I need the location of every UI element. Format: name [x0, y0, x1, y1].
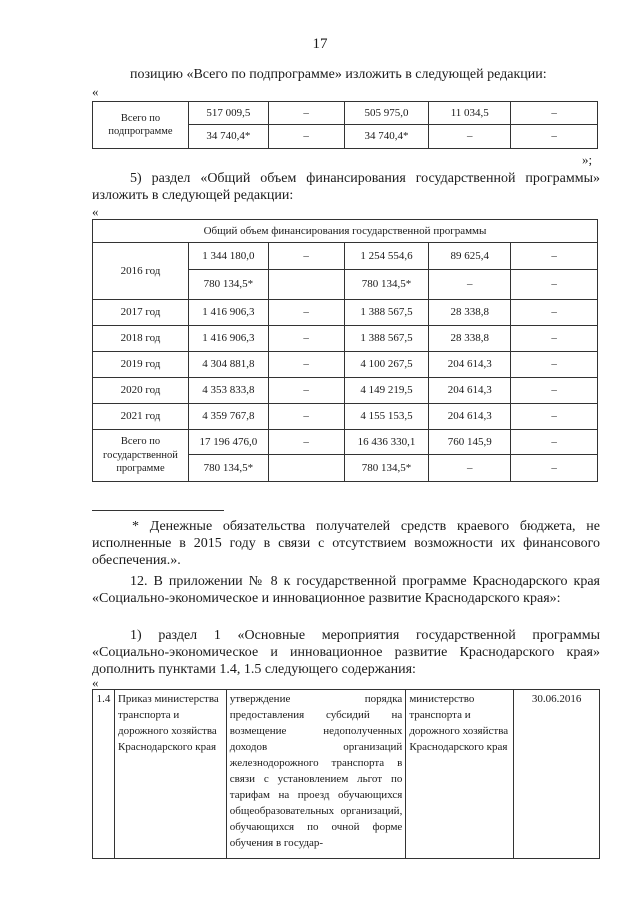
- cell: 1 388 567,5: [344, 300, 429, 326]
- row-label: Всего по государственной программе: [93, 430, 189, 482]
- cell: [268, 455, 344, 482]
- cell: 1 416 906,3: [188, 326, 268, 352]
- cell: 34 740,4*: [188, 125, 268, 149]
- cell: 780 134,5*: [344, 270, 429, 300]
- cell: 780 134,5*: [188, 455, 268, 482]
- cell: 204 614,3: [429, 352, 511, 378]
- cell: 17 196 476,0: [188, 430, 268, 455]
- row-label: 2018 год: [93, 326, 189, 352]
- cell: –: [429, 270, 511, 300]
- row-label: 2020 год: [93, 378, 189, 404]
- cell: –: [268, 352, 344, 378]
- cell: –: [429, 455, 511, 482]
- open-quote: «: [92, 204, 99, 219]
- cell: 4 100 267,5: [344, 352, 429, 378]
- footnote: * Денежные обязательства получателей средств краевого бюджета, не исполненные в 2015 году в связи с отсутствием возможности их финансового обеспечения.».: [92, 519, 600, 568]
- row-label: 2017 год: [93, 300, 189, 326]
- cell: –: [511, 430, 598, 455]
- open-quote: «: [92, 84, 99, 99]
- cell: –: [511, 404, 598, 430]
- cell: 780 134,5*: [188, 270, 268, 300]
- cell: 16 436 330,1: [344, 430, 429, 455]
- cell: –: [511, 102, 598, 125]
- cell: 505 975,0: [344, 102, 429, 125]
- cell: –: [511, 378, 598, 404]
- item-number: 1.4: [93, 690, 115, 859]
- footnote-rule: [92, 510, 224, 511]
- table-header: Общий объем финансирования государственной программы: [93, 220, 598, 243]
- cell: 517 009,5: [188, 102, 268, 125]
- cell: 28 338,8: [429, 326, 511, 352]
- cell: –: [268, 300, 344, 326]
- document-name: Приказ министерства транспорта и дорожного хозяйства Краснодарского края: [114, 690, 226, 859]
- cell: –: [268, 326, 344, 352]
- cell: 204 614,3: [429, 404, 511, 430]
- row-label: Всего по подпрограмме: [93, 102, 189, 149]
- measures-table: [92, 689, 600, 859]
- cell: –: [511, 326, 598, 352]
- cell: 204 614,3: [429, 378, 511, 404]
- subprogram-total-table: [92, 101, 598, 149]
- cell: –: [511, 300, 598, 326]
- cell: 1 416 906,3: [188, 300, 268, 326]
- cell: –: [268, 378, 344, 404]
- cell: 1 388 567,5: [344, 326, 429, 352]
- open-quote: «: [92, 675, 99, 690]
- cell: 1 344 180,0: [188, 243, 268, 270]
- cell: 4 155 153,5: [344, 404, 429, 430]
- cell: –: [268, 430, 344, 455]
- cell: –: [268, 125, 344, 149]
- cell: 11 034,5: [429, 102, 511, 125]
- intro-paragraph: позицию «Всего по подпрограмме» изложить в следующей редакции:: [130, 67, 547, 82]
- cell: –: [511, 243, 598, 270]
- item-12-paragraph: 12. В приложении № 8 к государственной программе Краснодарского края «Социально-экономическое и инновационное развитие Краснодарского края»:: [92, 574, 600, 606]
- measure-description: утверждение порядка предоставления субсидий на возмещение недополученных доходов организаций железнодорожного транспорта в связи с установлением льгот по тарифам на проезд обучающихся общеобразовательных организаций, обучающихся по очной форме обучения в государ-: [226, 690, 406, 859]
- cell: –: [429, 125, 511, 149]
- cell: –: [511, 455, 598, 482]
- executor: министерство транспорта и дорожного хозяйства Краснодарского края: [406, 690, 514, 859]
- cell: –: [268, 404, 344, 430]
- item-5-paragraph: 5) раздел «Общий объем финансирования государственной программы» изложить в следующей редакции:: [92, 171, 600, 203]
- financing-table: [92, 219, 598, 482]
- cell: [268, 270, 344, 300]
- cell: 28 338,8: [429, 300, 511, 326]
- cell: –: [511, 125, 598, 149]
- cell: 89 625,4: [429, 243, 511, 270]
- cell: 4 359 767,8: [188, 404, 268, 430]
- row-label: 2021 год: [93, 404, 189, 430]
- cell: –: [268, 243, 344, 270]
- cell: –: [268, 102, 344, 125]
- close-quote: »;: [582, 152, 593, 167]
- cell: –: [511, 270, 598, 300]
- cell: 4 304 881,8: [188, 352, 268, 378]
- page-number: 17: [312, 36, 328, 52]
- cell: 4 149 219,5: [344, 378, 429, 404]
- row-label: 2016 год: [93, 243, 189, 300]
- cell: 1 254 554,6: [344, 243, 429, 270]
- cell: –: [511, 352, 598, 378]
- cell: 34 740,4*: [344, 125, 429, 149]
- row-label: 2019 год: [93, 352, 189, 378]
- cell: 760 145,9: [429, 430, 511, 455]
- item-12-1-paragraph: 1) раздел 1 «Основные мероприятия государственной программы «Социально-экономическое и инновационное развитие Краснодарского края» дополнить пунктами 1.4, 1.5 следующего содержания:: [92, 628, 600, 677]
- deadline: 30.06.2016: [514, 690, 600, 859]
- cell: 4 353 833,8: [188, 378, 268, 404]
- cell: 780 134,5*: [344, 455, 429, 482]
